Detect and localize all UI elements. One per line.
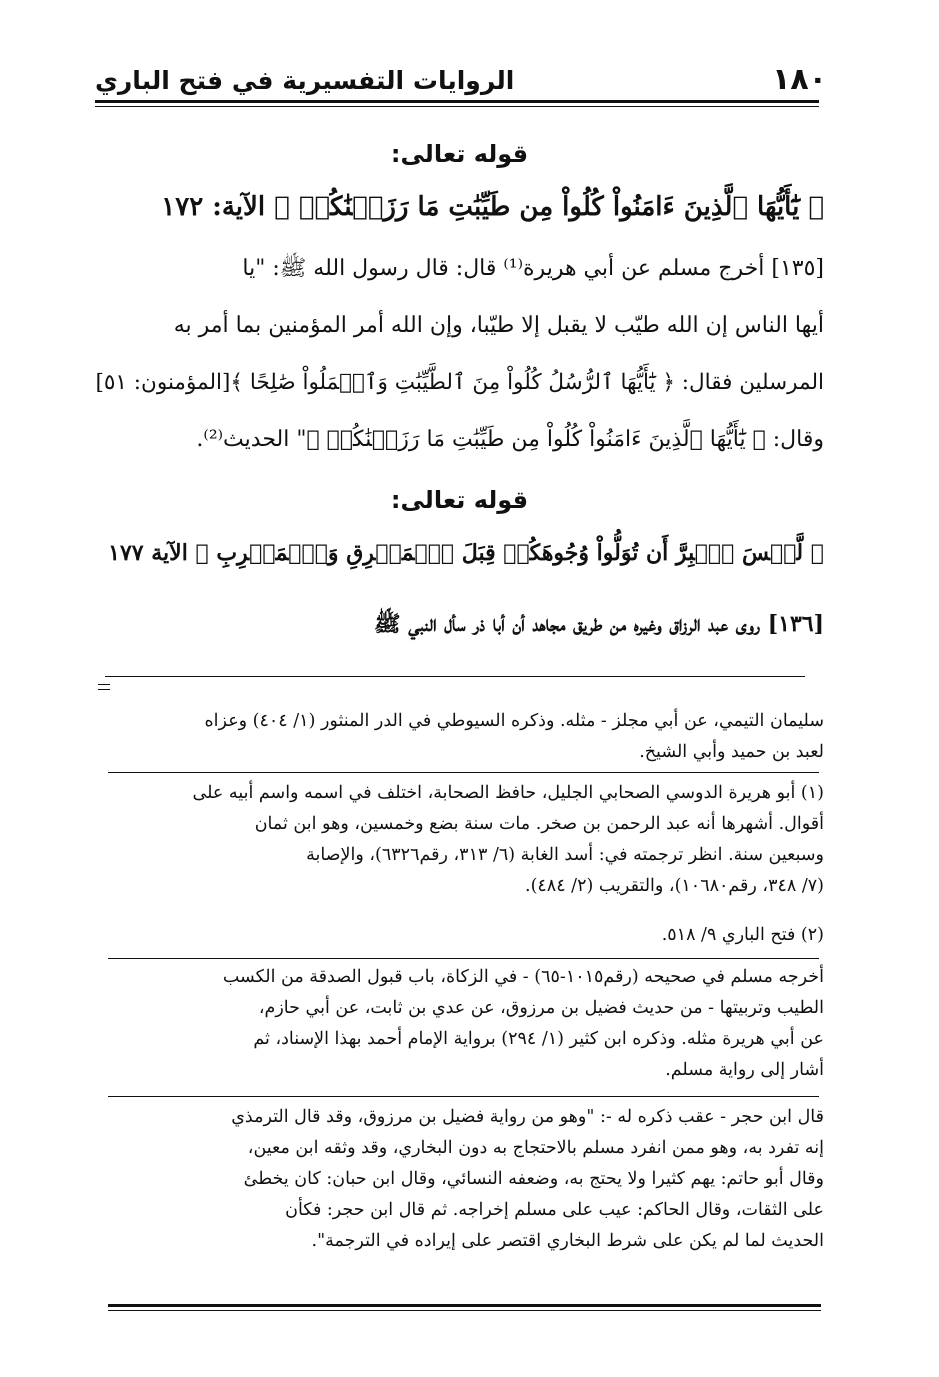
hadith-135 — [95, 240, 824, 468]
footnote-line: قال ابن حجر - عقب ذكره له -: "وهو من رواية فضيل بن مرزوق، وقد قال الترمذي — [231, 1107, 824, 1127]
footnote-line: أقوال. أشهرها أنه عبد الرحمن بن صخر. مات سنة بضع وخمسين، وهو ابن ثمان — [254, 814, 824, 834]
footnote-2-commentary — [95, 1102, 824, 1257]
hadith-line: [١٣٦] روى عبد الرزاق وغيره من طريق مجاهد أن أبا ذر سأل النبي ﷺ — [374, 611, 824, 637]
hadith-line: [١٣٥] أخرج مسلم عن أبي هريرة⁽¹⁾ قال: قال رسول الله ﷺ: "يا — [242, 256, 824, 281]
footnote-divider — [108, 958, 819, 959]
footnote-line: (١) أبو هريرة الدوسي الصحابي الجليل، حافظ الصحابة، اختلف في اسمه واسم أبيه على — [192, 783, 824, 803]
footnote-line: الحديث لما لم يكن على شرط البخاري اقتصر على إيراده في الترجمة". — [311, 1231, 824, 1251]
footer-rule-thick — [108, 1304, 821, 1307]
footnote-2 — [95, 920, 824, 951]
footnote-line: أخرجه مسلم في صحيحه (رقم١٠١٥-٦٥) - في الزكاة، باب قبول الصدقة من الكسب — [222, 967, 824, 987]
page-number: ١٨٠ — [772, 62, 827, 97]
verse-172: ﴿ يَٰٓأَيُّهَا ٱلَّذِينَ ءَامَنُواْ كُلُواْ مِن طَيِّبَٰتِ مَا رَزَقۡنَٰكُمۡ ﴾ الآية: ١٧٢ — [161, 192, 824, 222]
footnote-line: (٢) فتح الباري ٩/ ٥١٨. — [661, 925, 824, 945]
footnote-line: إنه تفرد به، وهو ممن انفرد مسلم بالاحتجاج به دون البخاري، وقد وثقه ابن معين، — [247, 1138, 824, 1158]
footnote-1 — [95, 778, 824, 902]
footnote-line: لعبد بن حميد وأبي الشيخ. — [639, 742, 824, 762]
verse-177: ﴿ لَّيۡسَ ٱلۡبِرَّ أَن تُوَلُّواْ وُجُوهَكُمۡ قِبَلَ ٱلۡمَشۡرِقِ وَٱلۡمَغۡرِبِ ﴾ الآية ١٧٧ — [108, 540, 824, 566]
footnote-line: وقال أبو حاتم: يهم كثيرا ولا يحتج به، وضعفه النسائي، وقال ابن حبان: كان يخطئ — [243, 1169, 824, 1189]
hadith-line: وقال: ﴿ يَٰٓأَيُّهَا ٱلَّذِينَ ءَامَنُواْ كُلُواْ مِن طَيِّبَٰتِ مَا رَزَقۡنَٰكُمۡ ﴾" الحديث⁽²⁾. — [196, 427, 824, 452]
section-heading-2: قوله تعالى: — [390, 486, 529, 514]
footnote-line: (٧/ ٣٤٨، رقم١٠٦٨٠)، والتقريب (٢/ ٤٨٤). — [525, 876, 824, 896]
running-header — [95, 60, 827, 100]
footnote-2-takhrij — [95, 962, 824, 1086]
hadith-line: المرسلين فقال: ﴿ يَٰٓأَيُّهَا ٱلرُّسُلُ كُلُواْ مِنَ ٱلطَّيِّبَٰتِ وَٱعۡمَلُواْ صَٰلِحًا ﴾[المؤمنون: ٥١] — [95, 370, 824, 395]
footnote-divider — [108, 1096, 819, 1097]
footnote-separator — [105, 676, 805, 677]
footer-rule-thin — [108, 1310, 821, 1311]
footnote-line: وسبعين سنة. انظر ترجمته في: أسد الغابة (٦/ ٣١٣، رقم٦٣٢٦)، والإصابة — [306, 845, 824, 865]
footnote-line: سليمان التيمي، عن أبي مجلز - مثله. وذكره السيوطي في الدر المنثور (١/ ٤٠٤) وعزاه — [204, 711, 824, 731]
footnote-continued — [95, 706, 824, 768]
hadith-line: أيها الناس إن الله طيّب لا يقبل إلا طيّبا، وإن الله أمر المؤمنين بما أمر به — [173, 313, 824, 338]
section-heading-1: قوله تعالى: — [390, 140, 529, 168]
footnote-continuation-mark — [98, 684, 110, 685]
header-rule-thin — [95, 106, 819, 107]
hadith-136 — [95, 596, 824, 653]
footnote-continuation-mark — [98, 689, 110, 690]
header-rule-thick — [95, 100, 819, 103]
footnote-line: أشار إلى رواية مسلم. — [665, 1060, 824, 1080]
footnote-line: على الثقات، وقال الحاكم: عيب على مسلم إخراجه. ثم قال ابن حجر: فكأن — [285, 1200, 824, 1220]
book-title: الروايات التفسيرية في فتح الباري — [95, 66, 515, 95]
footnote-line: الطيب وتربيتها - من حديث فضيل بن مرزوق، عن عدي بن ثابت، عن أبي حازم، — [258, 998, 824, 1018]
footnote-line: عن أبي هريرة مثله. وذكره ابن كثير (١/ ٢٩٤) برواية الإمام أحمد بهذا الإسناد، ثم — [253, 1029, 824, 1049]
footnote-divider — [108, 772, 819, 773]
